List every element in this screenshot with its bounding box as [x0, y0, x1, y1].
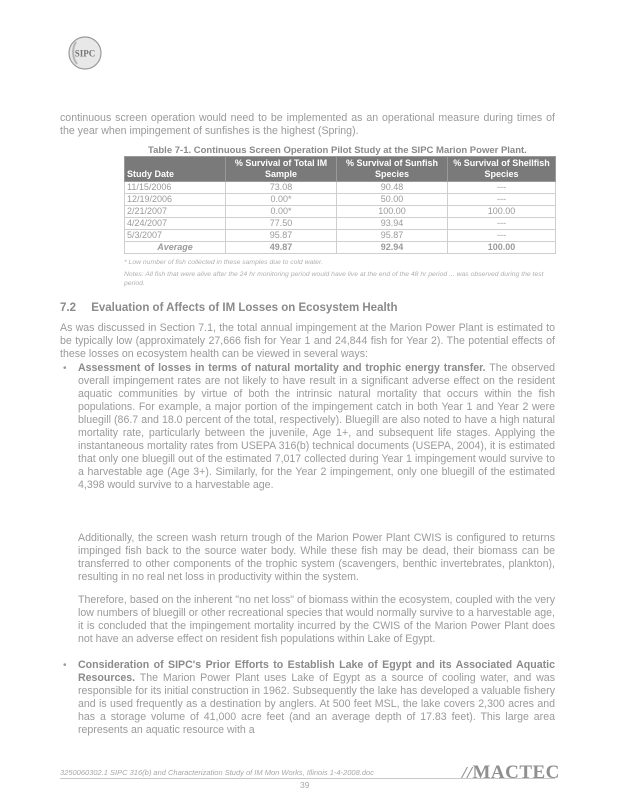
cell-date: 11/15/2006: [125, 182, 226, 194]
cell-total: 0.00*: [226, 194, 337, 206]
svg-text:SIPC: SIPC: [74, 48, 96, 59]
bullet-icon: •: [63, 660, 67, 671]
cell-date: 4/24/2007: [125, 218, 226, 230]
cell-sunfish: 90.48: [337, 182, 448, 194]
bullet-assessment: [78, 362, 555, 492]
bullet-consideration-lead: Consideration of SIPC's Prior Efforts to Establish Lake of Egypt and its Associated Aquatic Resources.: [78, 659, 555, 684]
table-caption: Table 7-1. Continuous Screen Operation Pilot Study at the SIPC Marion Power Plant.: [148, 145, 527, 156]
page-number: 39: [300, 780, 310, 790]
intro-paragraph: continuous screen operation would need to be implemented as an operational measure during times of the year when impingement of sunfishes is the highest (Spring).: [60, 112, 555, 137]
section-intro-paragraph: As was discussed in Section 7.1, the total annual impingement at the Marion Power Plant is estimated to be typically low (approximately 27,666 fish for Year 1 and 24,844 fish for Year 2). The potential effects of these losses on ecosystem health can be viewed in several ways:: [60, 322, 555, 360]
header-sunfish-survival: % Survival of Sunfish Species: [337, 157, 448, 182]
table-row: [125, 206, 556, 218]
cell-shellfish: 100.00: [448, 206, 556, 218]
header-shellfish-survival: % Survival of Shellfish Species: [448, 157, 556, 182]
cell-sunfish: 100.00: [337, 206, 448, 218]
cell-average-total: 49.87: [226, 242, 337, 254]
sipc-logo: [68, 36, 102, 70]
footer-file-reference: 3250060302.1 SIPC 316(b) and Characterization Study of IM Mon Works, Illinois 1-4-2008.doc: [60, 768, 374, 777]
section-number: 7.2: [60, 302, 76, 314]
cell-total: 73.08: [226, 182, 337, 194]
cell-shellfish: ---: [448, 230, 556, 242]
table-footnote: Notes: All fish that were alive after the 24 hr monitoring period would have live at the end of the 48 hr period ... was observed during the test period.: [124, 271, 544, 287]
bullet-consideration: [78, 659, 555, 737]
bullet-consideration-text: The Marion Power Plant uses Lake of Egypt as a source of cooling water, and was responsible for its initial construction in 1962. Subsequently the lake has developed a valuable fishery and is used frequently as a destination by anglers. At 500 feet MSL, the lake covers 2,300 acres and has a storage volume of 41,000 acre feet (and an average depth of 17.83 feet). This large area represents an aquatic resource with a: [78, 672, 555, 736]
cell-sunfish: 50.00: [337, 194, 448, 206]
cell-average-sunfish: 92.94: [337, 242, 448, 254]
header-study-date: Study Date: [125, 157, 226, 182]
bullet-icon: •: [63, 363, 67, 374]
mactec-logo-mark: //: [462, 763, 473, 782]
table-row: [125, 230, 556, 242]
table-row: [125, 218, 556, 230]
cell-sunfish: 95.87: [337, 230, 448, 242]
bullet-assessment-lead: Assessment of losses in terms of natural mortality and trophic energy transfer.: [78, 362, 486, 374]
table-header-row: [125, 157, 556, 182]
header-total-survival: % Survival of Total IM Sample: [226, 157, 337, 182]
cell-date: 2/21/2007: [125, 206, 226, 218]
cell-date: 5/3/2007: [125, 230, 226, 242]
section-heading: [60, 302, 398, 314]
cell-total: 77.50: [226, 218, 337, 230]
table-row: [125, 182, 556, 194]
cell-average-label: Average: [125, 242, 226, 254]
cell-average-shellfish: 100.00: [448, 242, 556, 254]
table-footnote: * Low number of fish collected in these samples due to cold water.: [124, 259, 323, 266]
bullet-assessment-text: The observed overall impingement rates are not likely to have result in a significant adverse effect on the resident aquatic communities by virtue of both the intrinsic natural mortality that occurs within the fish populations. For example, a major portion of the impingement catch in both Year 1 and Year 2 were bluegill (86.7 and 18.0 percent of the total, respectively). Bluegill are also noted to have a high natural mortality rate, particularly between the juvenile, Age 1+, and subsequent life stages. Applying the instantaneous mortality rates from USEPA 316(b) technical documents (USEPA, 2004), it is estimated that only one bluegill out of the estimated 7,017 collected during Year 1 impingement would survive to a harvestable age (Age 3+). Similarly, for the Year 2 impingement, only one bluegill of the estimated 4,398 would survive to a harvestable age.: [78, 362, 555, 491]
cell-total: 0.00*: [226, 206, 337, 218]
cell-shellfish: ---: [448, 194, 556, 206]
section-title: Evaluation of Affects of IM Losses on Ecosystem Health: [91, 302, 398, 314]
mactec-logo: [462, 762, 560, 784]
cell-shellfish: ---: [448, 182, 556, 194]
table-average-row: [125, 242, 556, 254]
cell-total: 95.87: [226, 230, 337, 242]
mactec-logo-text: MACTEC: [472, 762, 560, 783]
cell-date: 12/19/2006: [125, 194, 226, 206]
cell-sunfish: 93.94: [337, 218, 448, 230]
survival-table: [124, 156, 556, 254]
cell-shellfish: ---: [448, 218, 556, 230]
additional-paragraph: Additionally, the screen wash return trough of the Marion Power Plant CWIS is configured to returns impinged fish back to the source water body. While these fish may be dead, their biomass can be transferred to other components of the trophic system (scavengers, benthic invertebrates, plankton), resulting in no real net loss in productivity within the system.: [78, 532, 555, 583]
conclusion-paragraph: Therefore, based on the inherent "no net loss" of biomass within the ecosystem, coupled with the very low numbers of bluegill or other recreational species that would normally survive to a harvestable age, it is concluded that the impingement mortality incurred by the CWIS of the Marion Power Plant does not have an adverse effect on resident fish populations within Lake of Egypt.: [78, 594, 555, 645]
table-notes: [124, 258, 556, 288]
table-row: [125, 194, 556, 206]
